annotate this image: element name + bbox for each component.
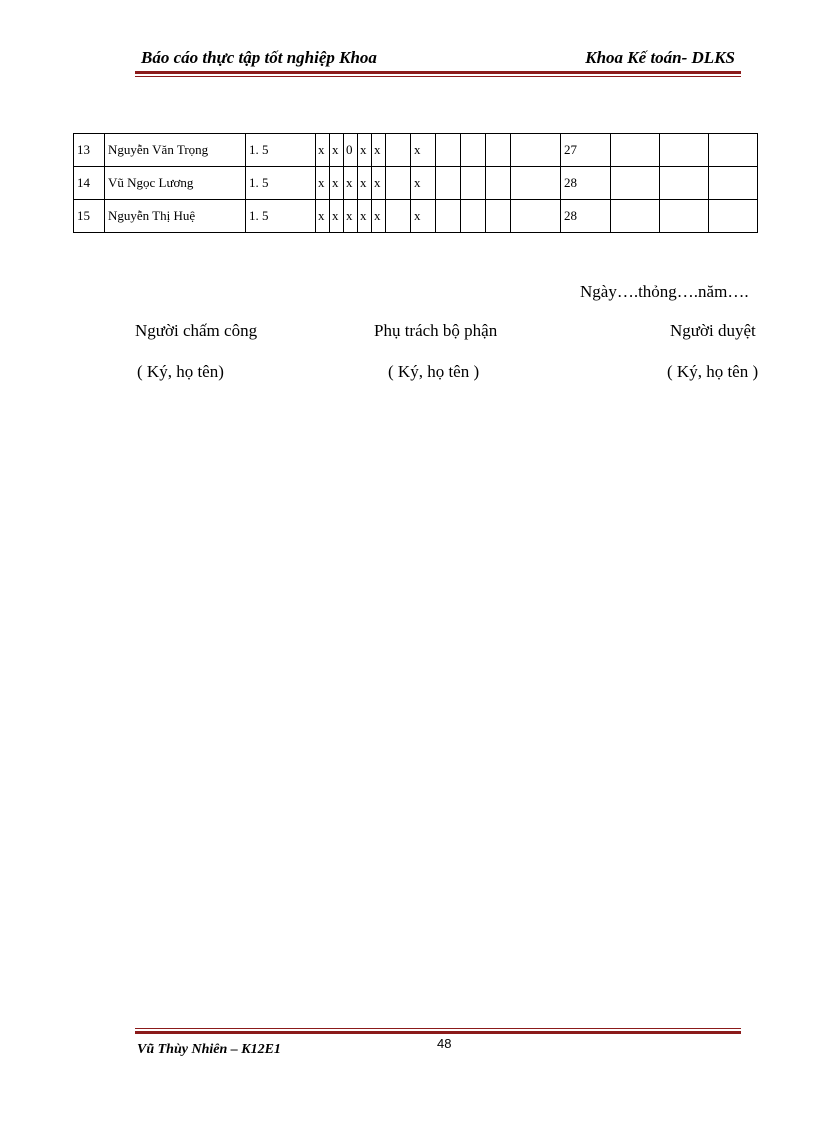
footer-rule-thick [135, 1031, 741, 1034]
attendance-table [73, 133, 758, 233]
footer-rule-thin [135, 1028, 741, 1029]
cell-name: Nguyễn Thị Huệ [105, 200, 246, 233]
cell-day: x [358, 200, 372, 233]
cell-day: x [330, 167, 344, 200]
cell-name: Nguyễn Văn Trọng [105, 134, 246, 167]
timekeeper-title: Người chấm công [135, 321, 258, 340]
header-department: Khoa Kế toán- DLKS [585, 48, 735, 67]
cell-day: x [411, 134, 436, 167]
approver-sign-note: ( Ký, họ tên ) [667, 362, 759, 381]
approver-title: Người duyệt [670, 321, 756, 340]
header-rule-thick [135, 71, 741, 74]
cell-total: 28 [561, 167, 611, 200]
cell-coefficient: 1. 5 [246, 167, 316, 200]
cell-empty [709, 134, 758, 167]
table-row [74, 134, 758, 167]
cell-day: x [358, 167, 372, 200]
cell-empty [461, 167, 486, 200]
cell-empty [511, 200, 561, 233]
cell-day: x [330, 200, 344, 233]
cell-day: x [344, 200, 358, 233]
cell-day: x [411, 167, 436, 200]
cell-empty [660, 134, 709, 167]
cell-name: Vũ Ngọc Lương [105, 167, 246, 200]
cell-empty [660, 167, 709, 200]
cell-stt: 13 [74, 134, 105, 167]
cell-empty [486, 134, 511, 167]
dept-head-sign-note: ( Ký, họ tên ) [388, 362, 480, 381]
cell-day: x [411, 200, 436, 233]
cell-empty [511, 134, 561, 167]
cell-day: x [316, 134, 330, 167]
cell-empty [660, 200, 709, 233]
cell-empty [436, 167, 461, 200]
table-row [74, 200, 758, 233]
cell-total: 28 [561, 200, 611, 233]
cell-day [386, 200, 411, 233]
cell-empty [709, 167, 758, 200]
cell-empty [511, 167, 561, 200]
cell-empty [461, 134, 486, 167]
cell-day: x [316, 200, 330, 233]
cell-empty [486, 167, 511, 200]
cell-day: x [316, 167, 330, 200]
page-number: 48 [437, 1036, 452, 1051]
cell-coefficient: 1. 5 [246, 200, 316, 233]
header-rule-thin [135, 76, 741, 77]
cell-stt: 14 [74, 167, 105, 200]
cell-day: x [330, 134, 344, 167]
cell-total: 27 [561, 134, 611, 167]
cell-day: x [372, 167, 386, 200]
timekeeper-sign-note: ( Ký, họ tên) [137, 362, 224, 381]
cell-empty [436, 200, 461, 233]
page-header [135, 48, 741, 70]
footer-author: Vũ Thùy Nhiên – K12E1 [137, 1042, 281, 1057]
header-report-title: Báo cáo thực tập tốt nghiệp Khoa [141, 48, 377, 67]
cell-day [386, 167, 411, 200]
cell-empty [611, 134, 660, 167]
cell-day [386, 134, 411, 167]
cell-day: x [344, 167, 358, 200]
cell-day: 0 [344, 134, 358, 167]
cell-empty [461, 200, 486, 233]
cell-empty [436, 134, 461, 167]
cell-stt: 15 [74, 200, 105, 233]
cell-day: x [372, 200, 386, 233]
cell-empty [486, 200, 511, 233]
cell-day: x [358, 134, 372, 167]
cell-empty [709, 200, 758, 233]
date-line: Ngày….thỏng….năm…. [580, 282, 749, 301]
cell-day: x [372, 134, 386, 167]
cell-coefficient: 1. 5 [246, 134, 316, 167]
cell-empty [611, 200, 660, 233]
dept-head-title: Phụ trách bộ phận [374, 321, 498, 340]
table-row [74, 167, 758, 200]
cell-empty [611, 167, 660, 200]
